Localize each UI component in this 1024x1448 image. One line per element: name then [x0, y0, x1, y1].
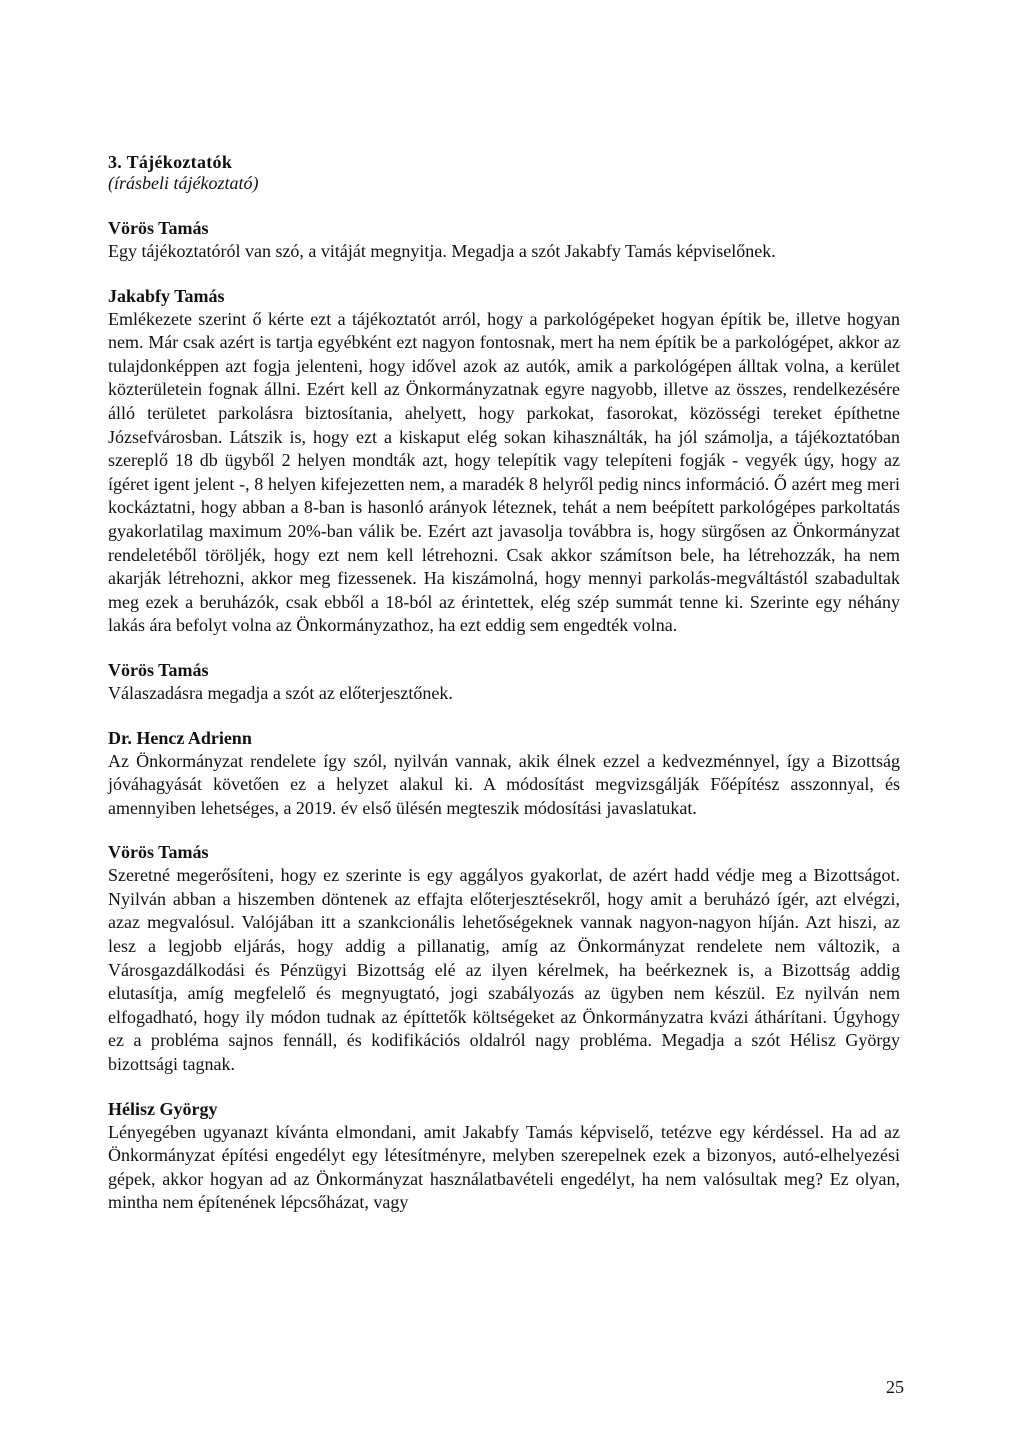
speech-text: Emlékezete szerint ő kérte ezt a tájékoztatót arról, hogy a parkológépeket hogyan építik be, illetve hogyan nem. Már csak azért is tartja egyébként ezt nagyon fontosnak, mert ha nem építik be a parkológépet, akkor az tulajdonképpen azt fogja jelenteni, hogy idővel azok az autók, amik a parkológépen álltak volna, a kerület közterületein fognak állni. Ezért kell az Önkormányzatnak egyre nagyobb, illetve az összes, rendelkezésére álló területet parkolásra biztosítania, ahelyett, hogy parkokat, fasorokat, közösségi tereket építhetne Józsefvárosban. Látszik is, hogy ezt a kiskaput elég sokan kihasználták, ha jól számolja, a tájékoztatóban szereplő 18 db ügyből 2 helyen mondták azt, hogy telepítik vagy telepíteni fogják - vegyék úgy, hogy az ígéret igent jelent -, 8 helyen kifejezetten nem, a maradék 8 helyről pedig nincs információ. Ő azért meg meri kockáztatni, hogy abban a 8-ban is hasonló arányok léteznek, tehát a nem beépített parkológépes parkoltatás gyakorlatilag maximum 20%-ban válik be. Ezért azt javasolja továbbra is, hogy sürgősen az Önkormányzat rendeletéből töröljék, hogy ezt nem kell létrehozni. Csak akkor számítson bele, ha létrehozzák, ha nem akarják létrehozni, akkor meg fizessenek. Ha kiszámolná, hogy mennyi parkolás-megváltástól szabadultak meg ezek a beruházók, csak ebből a 18-ból az érintettek, elég szép summát tenne ki. Szerinte egy néhány lakás ára befolyt volna az Önkormányzathoz, ha ezt eddig sem engedték volna. [108, 308, 900, 636]
speech-text: Válaszadásra megadja a szót az előterjesztőnek. [108, 682, 453, 703]
speech-block [108, 216, 900, 264]
speech-block [108, 1097, 900, 1215]
speaker-name: Hélisz György [108, 1098, 218, 1119]
page-number: 25 [886, 1377, 904, 1397]
speaker-name: Vörös Tamás [108, 659, 209, 680]
speech-block [108, 658, 900, 706]
speech-block [108, 284, 900, 638]
speech-text: Lényegében ugyanazt kívánta elmondani, amit Jakabfy Tamás képviselő, tetézve egy kérdéssel. Ha ad az Önkormányzat építési engedélyt egy létesítményre, melyben szerepelnek ezek a bizonyos, autó-elhelyezési gépek, akkor hogyan ad az Önkormányzat használatbavételi engedélyt, ha nem valósultak meg? Ez olyan, mintha nem építenének lépcsőházat, vagy [108, 1121, 900, 1213]
speaker-name: Vörös Tamás [108, 218, 209, 238]
speech-text: Az Önkormányzat rendelete így szól, nyilván vannak, akik élnek ezzel a kedvezménnyel, így a Bizottság jóváhagyását követően ez a helyzet alakul ki. A módosítást megvizsgálják Főépítész asszonnyal, és amennyiben lehetséges, a 2019. év első ülésén megteszik módosítási javaslatukat. [108, 750, 900, 818]
speech-block [108, 840, 900, 1076]
speech-text: Szeretné megerősíteni, hogy ez szerinte is egy aggályos gyakorlat, de azért hadd védje meg a Bizottságot. Nyilván abban a hiszemben döntenek az effajta előterjesztésekről, hogy amit a beruházó ígér, azt elvégzi, azaz megvalósul. Valójában itt a szankcionális lehetőségeknek vannak nagyon-nagyon híján. Azt hiszi, az lesz a legjobb eljárás, hogy addig a pillanatig, amíg az Önkormányzat rendelete nem változik, a Városgazdálkodási és Pénzügyi Bizottság elé az ilyen kérelmek, ha beérkeznek is, a Bizottság addig elutasítja, amíg megfelelő és megnyugtató, jogi szabályozás az ügyben nem készül. Ez nyilván nem elfogadható, hogy ily módon tudnak az építtetők költségeket az Önkormányzatra kvázi áthárítani. Úgyhogy ez a probléma sajnos fennáll, és kodifikációs oldalról nagy probléma. Megadja a szót Hélisz György bizottsági tagnak. [108, 865, 900, 1075]
document-page [108, 152, 900, 1235]
speaker-name: Vörös Tamás [108, 842, 209, 863]
section-subtitle: (írásbeli tájékoztató) [108, 173, 259, 193]
speech-text: Egy tájékoztatóról van szó, a vitáját megnyitja. Megadja a szót Jakabfy Tamás képviselőnek. [108, 241, 776, 261]
section-title: 3. Tájékoztatók [108, 152, 233, 172]
speaker-name: Dr. Hencz Adrienn [108, 727, 252, 748]
speaker-name: Jakabfy Tamás [108, 285, 225, 306]
speech-block [108, 726, 900, 821]
